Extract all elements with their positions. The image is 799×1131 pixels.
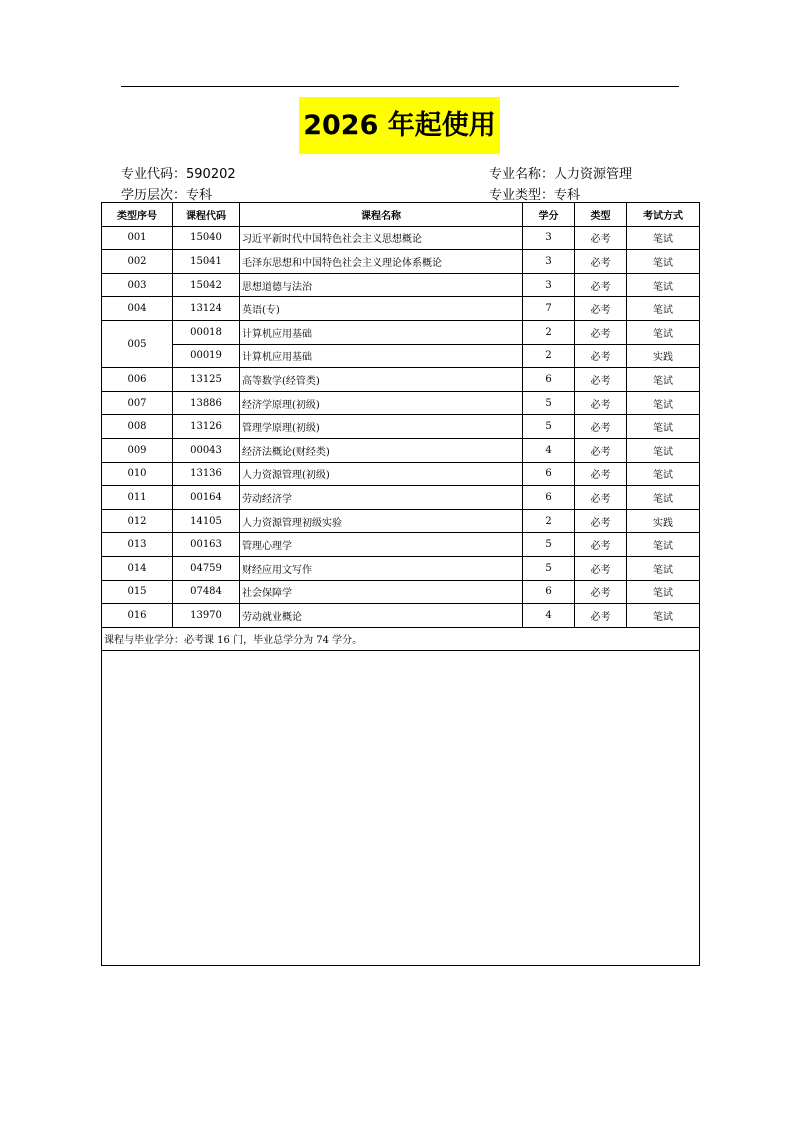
cell-type: 必考	[575, 273, 627, 297]
cell-code: 13970	[173, 604, 240, 628]
cell-course-name: 人力资源管理初级实验	[240, 509, 523, 533]
cell-exam: 笔试	[627, 391, 700, 415]
cell-course-name: 高等数学(经管类)	[240, 368, 523, 392]
major-name-value: 人力资源管理	[554, 167, 633, 182]
cell-course-name: 思想道德与法治	[240, 273, 523, 297]
cell-code: 14105	[173, 509, 240, 533]
cell-course-name: 计算机应用基础	[240, 320, 523, 344]
table-row	[102, 462, 700, 486]
cell-code: 15042	[173, 273, 240, 297]
cell-course-name: 管理学原理(初级)	[240, 415, 523, 439]
cell-type: 必考	[575, 320, 627, 344]
page-title: 2026 年起使用	[299, 97, 500, 154]
cell-exam: 笔试	[627, 462, 700, 486]
cell-course-name: 财经应用文写作	[240, 556, 523, 580]
cell-credit: 6	[523, 462, 575, 486]
major-code-label: 专业代码：	[121, 167, 187, 182]
cell-course-name: 社会保障学	[240, 580, 523, 604]
cell-course-name: 英语(专)	[240, 297, 523, 321]
major-code	[121, 163, 236, 182]
blank-row	[102, 650, 700, 965]
cell-exam: 实践	[627, 344, 700, 368]
cell-exam: 笔试	[627, 297, 700, 321]
blank-area	[102, 650, 700, 965]
cell-credit: 6	[523, 580, 575, 604]
cell-type: 必考	[575, 533, 627, 557]
cell-seq: 012	[102, 509, 173, 533]
cell-seq: 005	[102, 320, 173, 367]
cell-credit: 4	[523, 438, 575, 462]
header-code: 课程代码	[173, 203, 240, 227]
course-table-body	[102, 226, 700, 627]
major-type-value: 专科	[554, 188, 581, 203]
cell-credit: 7	[523, 297, 575, 321]
cell-credit: 2	[523, 344, 575, 368]
table-row	[102, 273, 700, 297]
cell-credit: 5	[523, 556, 575, 580]
cell-credit: 4	[523, 604, 575, 628]
header-type: 类型	[575, 203, 627, 227]
cell-code: 13124	[173, 297, 240, 321]
cell-code: 15041	[173, 250, 240, 274]
cell-credit: 6	[523, 486, 575, 510]
cell-type: 必考	[575, 604, 627, 628]
cell-type: 必考	[575, 438, 627, 462]
cell-seq: 007	[102, 391, 173, 415]
cell-code: 00163	[173, 533, 240, 557]
cell-credit: 3	[523, 250, 575, 274]
cell-credit: 6	[523, 368, 575, 392]
cell-exam: 笔试	[627, 415, 700, 439]
cell-exam: 笔试	[627, 250, 700, 274]
cell-seq: 008	[102, 415, 173, 439]
cell-course-name: 习近平新时代中国特色社会主义思想概论	[240, 226, 523, 250]
header-credit: 学分	[523, 203, 575, 227]
table-row	[102, 226, 700, 250]
cell-type: 必考	[575, 509, 627, 533]
table-row	[102, 391, 700, 415]
header-name: 课程名称	[240, 203, 523, 227]
cell-seq: 002	[102, 250, 173, 274]
cell-exam: 实践	[627, 509, 700, 533]
major-name-label: 专业名称：	[489, 167, 555, 182]
table-row	[102, 580, 700, 604]
major-code-value: 590202	[186, 167, 236, 182]
cell-code: 15040	[173, 226, 240, 250]
cell-course-name: 人力资源管理(初级)	[240, 462, 523, 486]
cell-type: 必考	[575, 297, 627, 321]
cell-course-name: 毛泽东思想和中国特色社会主义理论体系概论	[240, 250, 523, 274]
major-type-label: 专业类型：	[489, 188, 555, 203]
cell-credit: 2	[523, 320, 575, 344]
cell-course-name: 管理心理学	[240, 533, 523, 557]
cell-code: 13886	[173, 391, 240, 415]
top-rule	[121, 86, 679, 87]
major-name	[489, 163, 632, 182]
cell-code: 00018	[173, 320, 240, 344]
cell-exam: 笔试	[627, 556, 700, 580]
cell-type: 必考	[575, 415, 627, 439]
cell-code: 00164	[173, 486, 240, 510]
table-row	[102, 438, 700, 462]
cell-code: 13126	[173, 415, 240, 439]
cell-exam: 笔试	[627, 368, 700, 392]
major-type	[489, 184, 580, 203]
cell-credit: 3	[523, 273, 575, 297]
table-row	[102, 556, 700, 580]
cell-seq: 014	[102, 556, 173, 580]
cell-type: 必考	[575, 368, 627, 392]
cell-code: 07484	[173, 580, 240, 604]
cell-exam: 笔试	[627, 533, 700, 557]
cell-type: 必考	[575, 226, 627, 250]
cell-course-name: 经济法概论(财经类)	[240, 438, 523, 462]
cell-code: 04759	[173, 556, 240, 580]
cell-exam: 笔试	[627, 320, 700, 344]
cell-exam: 笔试	[627, 273, 700, 297]
cell-seq: 001	[102, 226, 173, 250]
cell-credit: 5	[523, 533, 575, 557]
table-row	[102, 509, 700, 533]
cell-seq: 015	[102, 580, 173, 604]
education-level-label: 学历层次：	[121, 188, 187, 203]
table-row	[102, 250, 700, 274]
table-row	[102, 415, 700, 439]
cell-course-name: 经济学原理(初级)	[240, 391, 523, 415]
header-seq: 类型序号	[102, 203, 173, 227]
cell-course-name: 劳动就业概论	[240, 604, 523, 628]
graduation-credit-summary: 课程与毕业学分：必考课 16 门，毕业总学分为 74 学分。	[102, 627, 700, 650]
table-row	[102, 486, 700, 510]
cell-exam: 笔试	[627, 438, 700, 462]
table-row	[102, 344, 700, 368]
cell-seq: 011	[102, 486, 173, 510]
cell-seq: 006	[102, 368, 173, 392]
cell-exam: 笔试	[627, 580, 700, 604]
cell-exam: 笔试	[627, 604, 700, 628]
cell-seq: 004	[102, 297, 173, 321]
education-level	[121, 184, 212, 203]
cell-type: 必考	[575, 580, 627, 604]
cell-type: 必考	[575, 556, 627, 580]
table-row	[102, 297, 700, 321]
cell-credit: 5	[523, 391, 575, 415]
cell-seq: 003	[102, 273, 173, 297]
cell-type: 必考	[575, 462, 627, 486]
header-exam: 考试方式	[627, 203, 700, 227]
table-header-row	[102, 203, 700, 227]
table-row	[102, 533, 700, 557]
cell-credit: 2	[523, 509, 575, 533]
cell-course-name: 劳动经济学	[240, 486, 523, 510]
table-row	[102, 368, 700, 392]
cell-course-name: 计算机应用基础	[240, 344, 523, 368]
cell-exam: 笔试	[627, 486, 700, 510]
cell-credit: 5	[523, 415, 575, 439]
cell-code: 00043	[173, 438, 240, 462]
cell-credit: 3	[523, 226, 575, 250]
education-level-value: 专科	[186, 188, 213, 203]
cell-exam: 笔试	[627, 226, 700, 250]
cell-type: 必考	[575, 250, 627, 274]
cell-seq: 010	[102, 462, 173, 486]
cell-code: 13136	[173, 462, 240, 486]
cell-type: 必考	[575, 344, 627, 368]
summary-row	[102, 627, 700, 650]
title-wrap	[0, 97, 799, 154]
course-table	[101, 202, 700, 966]
cell-type: 必考	[575, 391, 627, 415]
cell-seq: 009	[102, 438, 173, 462]
cell-code: 00019	[173, 344, 240, 368]
cell-seq: 013	[102, 533, 173, 557]
table-row	[102, 604, 700, 628]
table-row	[102, 320, 700, 344]
cell-type: 必考	[575, 486, 627, 510]
cell-seq: 016	[102, 604, 173, 628]
cell-code: 13125	[173, 368, 240, 392]
